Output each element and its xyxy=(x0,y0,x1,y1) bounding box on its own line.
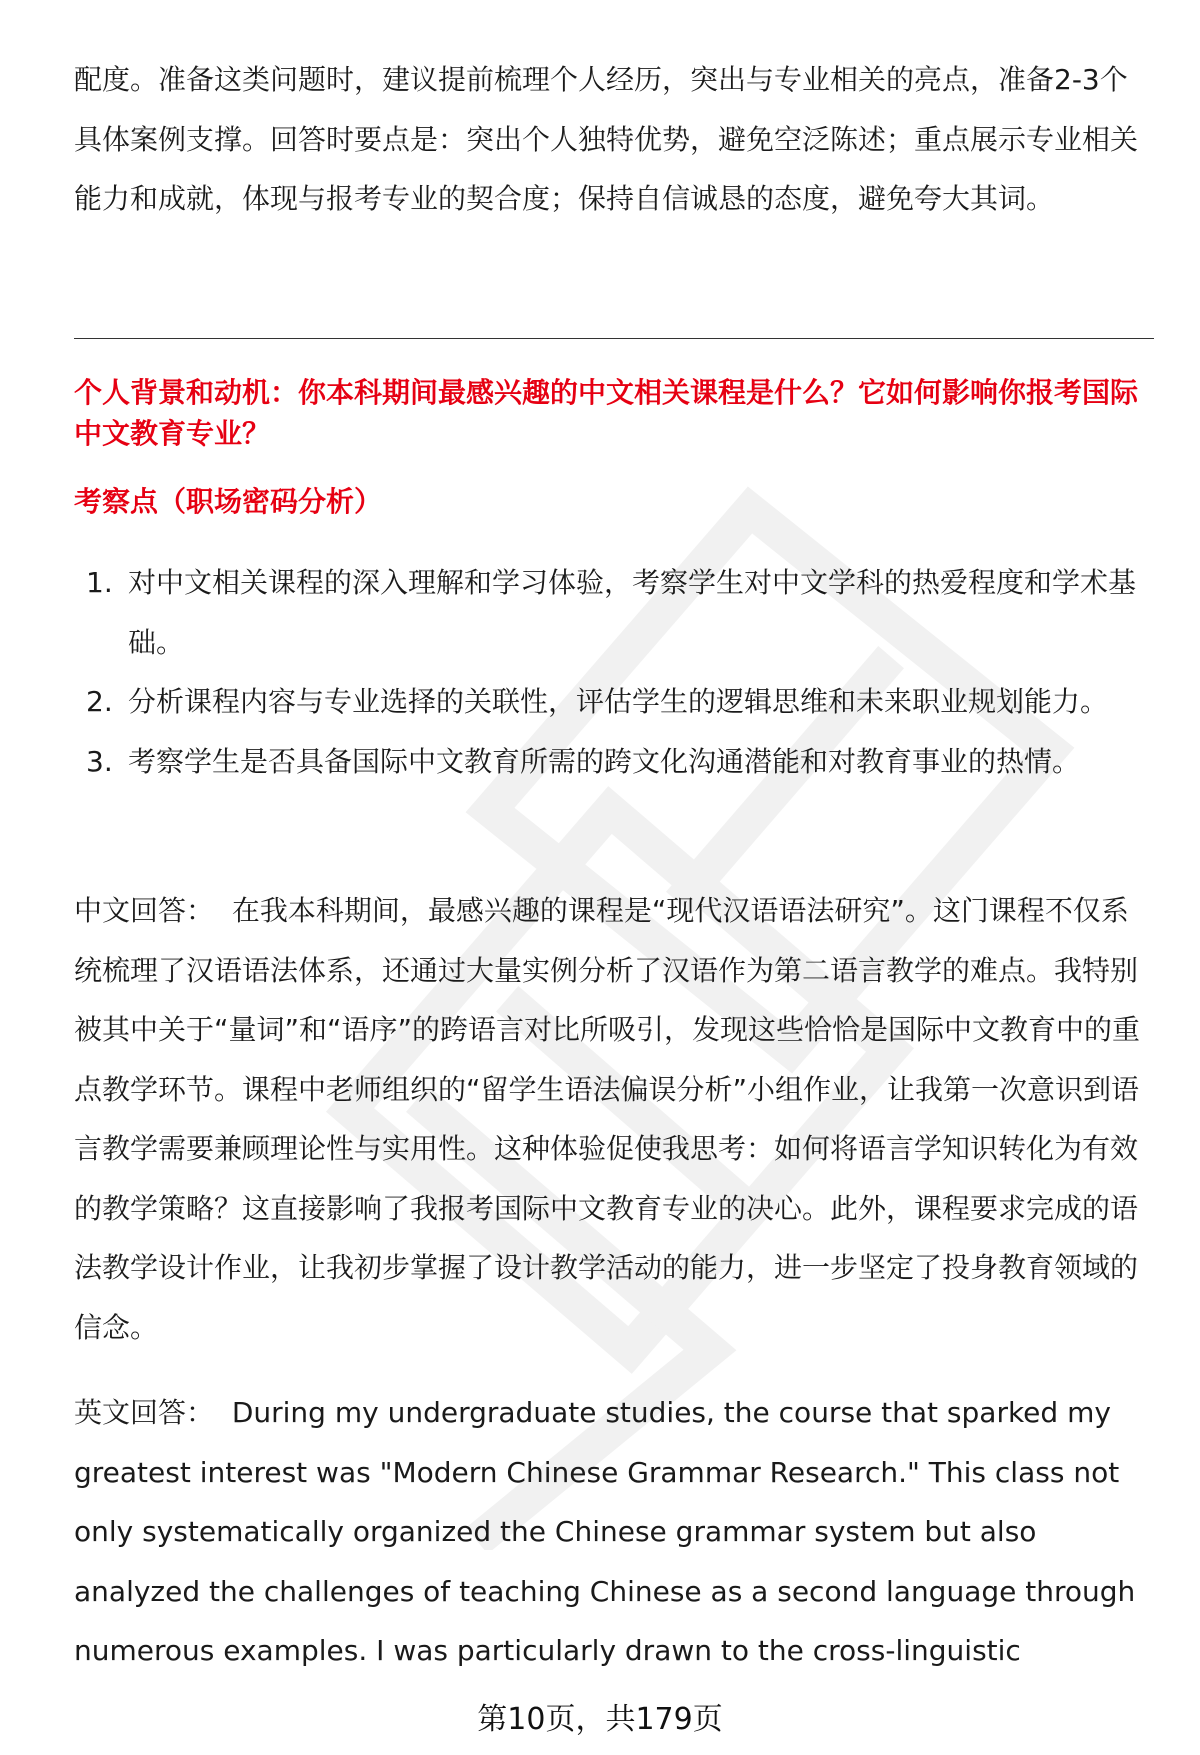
english-answer-paragraph xyxy=(74,1383,1154,1681)
chinese-answer-label: 中文回答： xyxy=(74,894,215,927)
intro-paragraph: 配度。准备这类问题时，建议提前梳理个人经历，突出与专业相关的亮点，准备2-3个具体案例支撑。回答时要点是：突出个人独特优势，避免空泛陈述；重点展示专业相关能力和成就，体现与报考专业的契合度；保持自信诚恳的态度，避免夸大其词。 xyxy=(74,63,1139,215)
section-divider xyxy=(74,338,1154,339)
list-item-text: 对中文相关课程的深入理解和学习体验，考察学生对中文学科的热爱程度和学术基础。 xyxy=(128,566,1137,659)
english-answer-label: 英文回答： xyxy=(74,1396,215,1429)
english-answer-section xyxy=(74,1383,1154,1681)
assessment-points-list xyxy=(74,553,1154,791)
list-item xyxy=(74,553,1154,672)
list-item-number: 3. xyxy=(86,744,113,778)
intro-section xyxy=(74,50,1154,229)
list-item-text: 分析课程内容与专业选择的关联性，评估学生的逻辑思维和未来职业规划能力。 xyxy=(128,685,1109,718)
english-answer-text: During my undergraduate studies, the course that sparked my greatest interest was "Modern Chinese Grammar Research." This class not only systematically organized the Chinese grammar system but also analyzed the challenges of teaching Chinese as a second language through numerous examples. I was particularly drawn to the cross-linguistic xyxy=(74,1396,1136,1667)
list-item xyxy=(74,672,1154,732)
list-item-text: 考察学生是否具备国际中文教育所需的跨文化沟通潜能和对教育事业的热情。 xyxy=(128,744,1081,778)
assessment-points-heading: 考察点（职场密码分析） xyxy=(74,485,383,518)
chinese-answer-section xyxy=(74,881,1154,1357)
chinese-answer-paragraph xyxy=(74,881,1154,1357)
list-item-number: 1. xyxy=(86,566,113,599)
list-item xyxy=(74,732,1154,792)
page-number-footer: 第10页，共179页 xyxy=(477,1702,723,1737)
list-item-number: 2. xyxy=(86,685,113,718)
question-heading: 个人背景和动机：你本科期间最感兴趣的中文相关课程是什么？它如何影响你报考国际中文教育专业？ xyxy=(74,376,1139,450)
chinese-answer-text: 在我本科期间，最感兴趣的课程是“现代汉语语法研究”。这门课程不仅系统梳理了汉语语法体系，还通过大量实例分析了汉语作为第二语言教学的难点。我特别被其中关于“量词”和“语序”的跨语言对比所吸引，发现这些恰恰是国际中文教育中的重点教学环节。课程中老师组织的“留学生语法偏误分析”小组作业，让我第一次意识到语言教学需要兼顾理论性与实用性。这种体验促使我思考：如何将语言学知识转化为有效的教学策略？这直接影响了我报考国际中文教育专业的决心。此外，课程要求完成的语法教学设计作业，让我初步掌握了设计教学活动的能力，进一步坚定了投身教育领域的信念。 xyxy=(74,894,1141,1344)
